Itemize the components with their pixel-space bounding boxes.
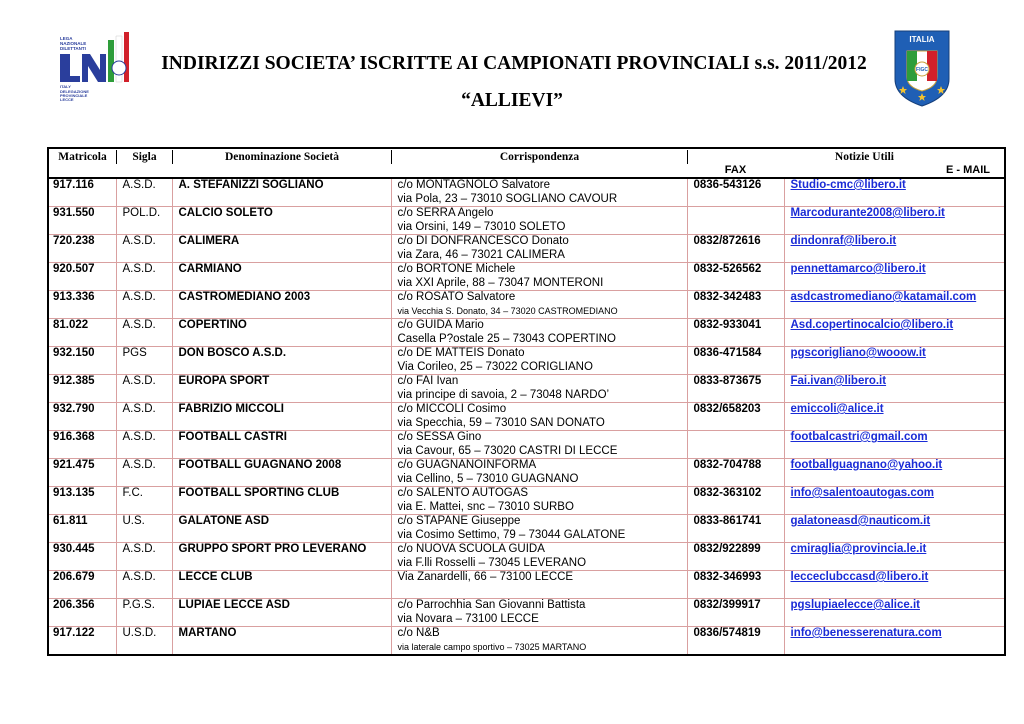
col-fax: Notizie Utili FAX	[687, 148, 784, 178]
cell-corrispondenza	[391, 403, 687, 431]
cell-email-link[interactable]: lecceclubccasd@libero.it	[784, 571, 1005, 599]
address-line-1: c/o GUAGNANOINFORMA	[397, 459, 537, 471]
cell-matricola: 912.385	[48, 375, 116, 403]
cell-matricola: 917.116	[48, 178, 116, 207]
cell-sigla: P.G.S.	[116, 599, 172, 627]
cell-matricola: 81.022	[48, 319, 116, 347]
address-line-1: c/o BORTONE Michele	[397, 263, 516, 275]
cell-sigla: POL.D.	[116, 207, 172, 235]
cell-denominazione: CALIMERA	[172, 235, 391, 263]
cell-sigla: A.S.D.	[116, 375, 172, 403]
cell-fax: 0832-933041	[687, 319, 784, 347]
svg-text:LECCE: LECCE	[60, 97, 74, 102]
cell-fax: 0832-346993	[687, 571, 784, 599]
cell-corrispondenza	[391, 543, 687, 571]
cell-denominazione: LECCE CLUB	[172, 571, 391, 599]
cell-matricola: 917.122	[48, 627, 116, 656]
cell-corrispondenza	[391, 599, 687, 627]
cell-corrispondenza	[391, 263, 687, 291]
table-header-row	[48, 148, 1005, 178]
table-row	[48, 459, 1005, 487]
cell-sigla: U.S.D.	[116, 627, 172, 656]
address-line-1: c/o N&B	[397, 627, 440, 639]
cell-denominazione: COPERTINO	[172, 319, 391, 347]
address-line-2: via laterale campo sportivo – 73025 MARTANO	[397, 641, 587, 652]
cell-matricola: 913.336	[48, 291, 116, 319]
address-line-1: c/o MICCOLI Cosimo	[397, 403, 507, 415]
table-row	[48, 207, 1005, 235]
cell-denominazione: FOOTBALL GUAGNANO 2008	[172, 459, 391, 487]
address-line-1: c/o SESSA Gino	[397, 431, 482, 443]
cell-email-link[interactable]: emiccoli@alice.it	[784, 403, 1005, 431]
cell-matricola: 932.790	[48, 403, 116, 431]
cell-denominazione: CASTROMEDIANO 2003	[172, 291, 391, 319]
cell-matricola: 913.135	[48, 487, 116, 515]
cell-denominazione: FOOTBALL CASTRI	[172, 431, 391, 459]
svg-text:LEGA: LEGA	[60, 36, 73, 41]
cell-matricola: 932.150	[48, 347, 116, 375]
cell-matricola: 930.445	[48, 543, 116, 571]
table-row	[48, 571, 1005, 599]
cell-sigla: PGS	[116, 347, 172, 375]
col-corrispondenza: Corrispondenza	[391, 148, 687, 178]
cell-fax: 0833-873675	[687, 375, 784, 403]
address-line-2: via F.lli Rosselli – 73045 LEVERANO	[397, 556, 587, 569]
address-line-2: via Pola, 23 – 73010 SOGLIANO CAVOUR	[397, 192, 618, 205]
cell-email-link[interactable]: Marcodurante2008@libero.it	[784, 207, 1005, 235]
cell-corrispondenza	[391, 347, 687, 375]
cell-email-link[interactable]: info@salentoautogas.com	[784, 487, 1005, 515]
address-line-2: via Cosimo Settimo, 79 – 73044 GALATONE	[397, 528, 626, 541]
cell-matricola: 921.475	[48, 459, 116, 487]
cell-email-link[interactable]: Fai.ivan@libero.it	[784, 375, 1005, 403]
cell-fax: 0832/872616	[687, 235, 784, 263]
cell-denominazione: CARMIANO	[172, 263, 391, 291]
cell-email-link[interactable]: dindonraf@libero.it	[784, 235, 1005, 263]
table-row	[48, 291, 1005, 319]
address-line-2: via Novara – 73100 LECCE	[397, 612, 539, 625]
cell-fax	[687, 207, 784, 235]
cell-corrispondenza	[391, 487, 687, 515]
address-line-2: via XXI Aprile, 88 – 73047 MONTERONI	[397, 276, 604, 289]
cell-email-link[interactable]: info@benesserenatura.com	[784, 627, 1005, 656]
cell-email-link[interactable]: cmiraglia@provincia.le.it	[784, 543, 1005, 571]
table-row	[48, 515, 1005, 543]
cell-sigla: A.S.D.	[116, 459, 172, 487]
cell-email-link[interactable]: footbalcastri@gmail.com	[784, 431, 1005, 459]
cell-email-link[interactable]: footballguagnano@yahoo.it	[784, 459, 1005, 487]
cell-sigla: U.S.	[116, 515, 172, 543]
table-row	[48, 627, 1005, 656]
cell-corrispondenza	[391, 291, 687, 319]
cell-fax: 0832-526562	[687, 263, 784, 291]
table-row	[48, 235, 1005, 263]
cell-corrispondenza	[391, 178, 687, 207]
col-matricola: Matricola	[48, 148, 116, 178]
cell-sigla: A.S.D.	[116, 403, 172, 431]
cell-denominazione: A. STEFANIZZI SOGLIANO	[172, 178, 391, 207]
svg-text:DELEGAZIONE: DELEGAZIONE	[60, 89, 89, 94]
cell-corrispondenza	[391, 459, 687, 487]
cell-denominazione: GRUPPO SPORT PRO LEVERANO	[172, 543, 391, 571]
cell-fax: 0832-363102	[687, 487, 784, 515]
cell-corrispondenza	[391, 235, 687, 263]
cell-matricola: 720.238	[48, 235, 116, 263]
address-line-1: c/o STAPANE Giuseppe	[397, 515, 521, 527]
cell-email-link[interactable]: galatoneasd@nauticom.it	[784, 515, 1005, 543]
cell-matricola: 206.356	[48, 599, 116, 627]
table-row	[48, 403, 1005, 431]
cell-sigla: A.S.D.	[116, 319, 172, 347]
table-row	[48, 319, 1005, 347]
cell-denominazione: DON BOSCO A.S.D.	[172, 347, 391, 375]
cell-email-link[interactable]: Asd.copertinocalcio@libero.it	[784, 319, 1005, 347]
table-row	[48, 487, 1005, 515]
address-line-2: via Cavour, 65 – 73020 CASTRI DI LECCE	[397, 444, 618, 457]
cell-matricola: 916.368	[48, 431, 116, 459]
address-line-1: c/o FAI Ivan	[397, 375, 459, 387]
cell-sigla: A.S.D.	[116, 543, 172, 571]
page-title: INDIRIZZI SOCIETA’ ISCRITTE AI CAMPIONATI PROVINCIALI s.s. 2011/2012	[161, 53, 867, 74]
cell-matricola: 61.811	[48, 515, 116, 543]
cell-sigla: A.S.D.	[116, 178, 172, 207]
address-line-1: c/o NUOVA SCUOLA GUIDA	[397, 543, 545, 555]
table-row	[48, 178, 1005, 207]
svg-text:ITALY: ITALY	[60, 84, 71, 89]
cell-fax: 0836-471584	[687, 347, 784, 375]
cell-fax: 0836/574819	[687, 627, 784, 656]
cell-fax	[687, 431, 784, 459]
cell-fax: 0833-861741	[687, 515, 784, 543]
address-line-1: c/o DE MATTEIS Donato	[397, 347, 525, 359]
address-line-1: c/o GUIDA Mario	[397, 319, 484, 331]
cell-matricola: 931.550	[48, 207, 116, 235]
table-row	[48, 599, 1005, 627]
page-subtitle: “ALLIEVI”	[461, 90, 563, 111]
table-row	[48, 543, 1005, 571]
table-row	[48, 431, 1005, 459]
svg-text:PROVINCIALE: PROVINCIALE	[60, 93, 88, 98]
cell-corrispondenza	[391, 571, 687, 599]
cell-corrispondenza	[391, 207, 687, 235]
cell-email-link[interactable]: pgscorigliano@wooow.it	[784, 347, 1005, 375]
cell-fax: 0832-704788	[687, 459, 784, 487]
col-email: E - MAIL	[784, 148, 1005, 178]
cell-denominazione: FABRIZIO MICCOLI	[172, 403, 391, 431]
cell-email-link[interactable]: Studio-cmc@libero.it	[784, 178, 1005, 207]
cell-denominazione: MARTANO	[172, 627, 391, 656]
cell-denominazione: CALCIO SOLETO	[172, 207, 391, 235]
cell-fax: 0832/658203	[687, 403, 784, 431]
address-line-2: via Cellino, 5 – 73010 GUAGNANO	[397, 472, 579, 485]
cell-email-link[interactable]: asdcastromediano@katamail.com	[784, 291, 1005, 319]
cell-corrispondenza	[391, 431, 687, 459]
address-line-2: via Zara, 46 – 73021 CALIMERA	[397, 248, 565, 261]
table-row	[48, 347, 1005, 375]
address-line-1: c/o DI DONFRANCESCO Donato	[397, 235, 569, 247]
svg-text:ITALIA: ITALIA	[909, 35, 935, 44]
svg-text:DILETTANTI: DILETTANTI	[60, 46, 86, 51]
cell-fax: 0836-543126	[687, 178, 784, 207]
cell-denominazione: FOOTBALL SPORTING CLUB	[172, 487, 391, 515]
cell-corrispondenza	[391, 515, 687, 543]
cell-fax: 0832-342483	[687, 291, 784, 319]
cell-sigla: A.S.D.	[116, 431, 172, 459]
societies-table	[47, 147, 1006, 656]
cell-sigla: A.S.D.	[116, 571, 172, 599]
address-line-1: c/o MONTAGNOLO Salvatore	[397, 179, 551, 191]
address-line-2: via Vecchia S. Donato, 34 – 73020 CASTROMEDIANO	[397, 305, 618, 316]
cell-matricola: 206.679	[48, 571, 116, 599]
address-line-2: via Specchia, 59 – 73010 SAN DONATO	[397, 416, 605, 429]
svg-text:FIGC: FIGC	[916, 67, 928, 73]
address-line-1: Via Zanardelli, 66 – 73100 LECCE	[397, 571, 574, 583]
cell-corrispondenza	[391, 375, 687, 403]
cell-fax: 0832/922899	[687, 543, 784, 571]
cell-sigla: F.C.	[116, 487, 172, 515]
cell-fax: 0832/399917	[687, 599, 784, 627]
cell-email-link[interactable]: pennettamarco@libero.it	[784, 263, 1005, 291]
address-line-2: via Orsini, 149 – 73010 SOLETO	[397, 220, 566, 233]
cell-sigla: A.S.D.	[116, 263, 172, 291]
address-line-1: c/o SERRA Angelo	[397, 207, 494, 219]
address-line-2: Casella P?ostale 25 – 73043 COPERTINO	[397, 332, 616, 345]
col-sigla: Sigla	[116, 148, 172, 178]
cell-sigla: A.S.D.	[116, 235, 172, 263]
cell-email-link[interactable]: pgslupiaelecce@alice.it	[784, 599, 1005, 627]
cell-corrispondenza	[391, 319, 687, 347]
table-row	[48, 263, 1005, 291]
cell-corrispondenza	[391, 627, 687, 656]
cell-sigla: A.S.D.	[116, 291, 172, 319]
cell-denominazione: LUPIAE LECCE ASD	[172, 599, 391, 627]
address-line-2: Via Corileo, 25 – 73022 CORIGLIANO	[397, 360, 593, 373]
cell-denominazione: GALATONE ASD	[172, 515, 391, 543]
cell-denominazione: EUROPA SPORT	[172, 375, 391, 403]
address-line-1: c/o ROSATO Salvatore	[397, 291, 516, 303]
svg-text:NAZIONALE: NAZIONALE	[60, 41, 87, 46]
address-line-1: c/o Parrochhia San Giovanni Battista	[397, 599, 586, 611]
table-row	[48, 375, 1005, 403]
col-denominazione: Denominazione Società	[172, 148, 391, 178]
address-line-1: c/o SALENTO AUTOGAS	[397, 487, 529, 499]
cell-matricola: 920.507	[48, 263, 116, 291]
address-line-2: via principe di savoia, 2 – 73048 NARDO’	[397, 388, 610, 401]
address-line-2: via E. Mattei, snc – 73010 SURBO	[397, 500, 574, 513]
